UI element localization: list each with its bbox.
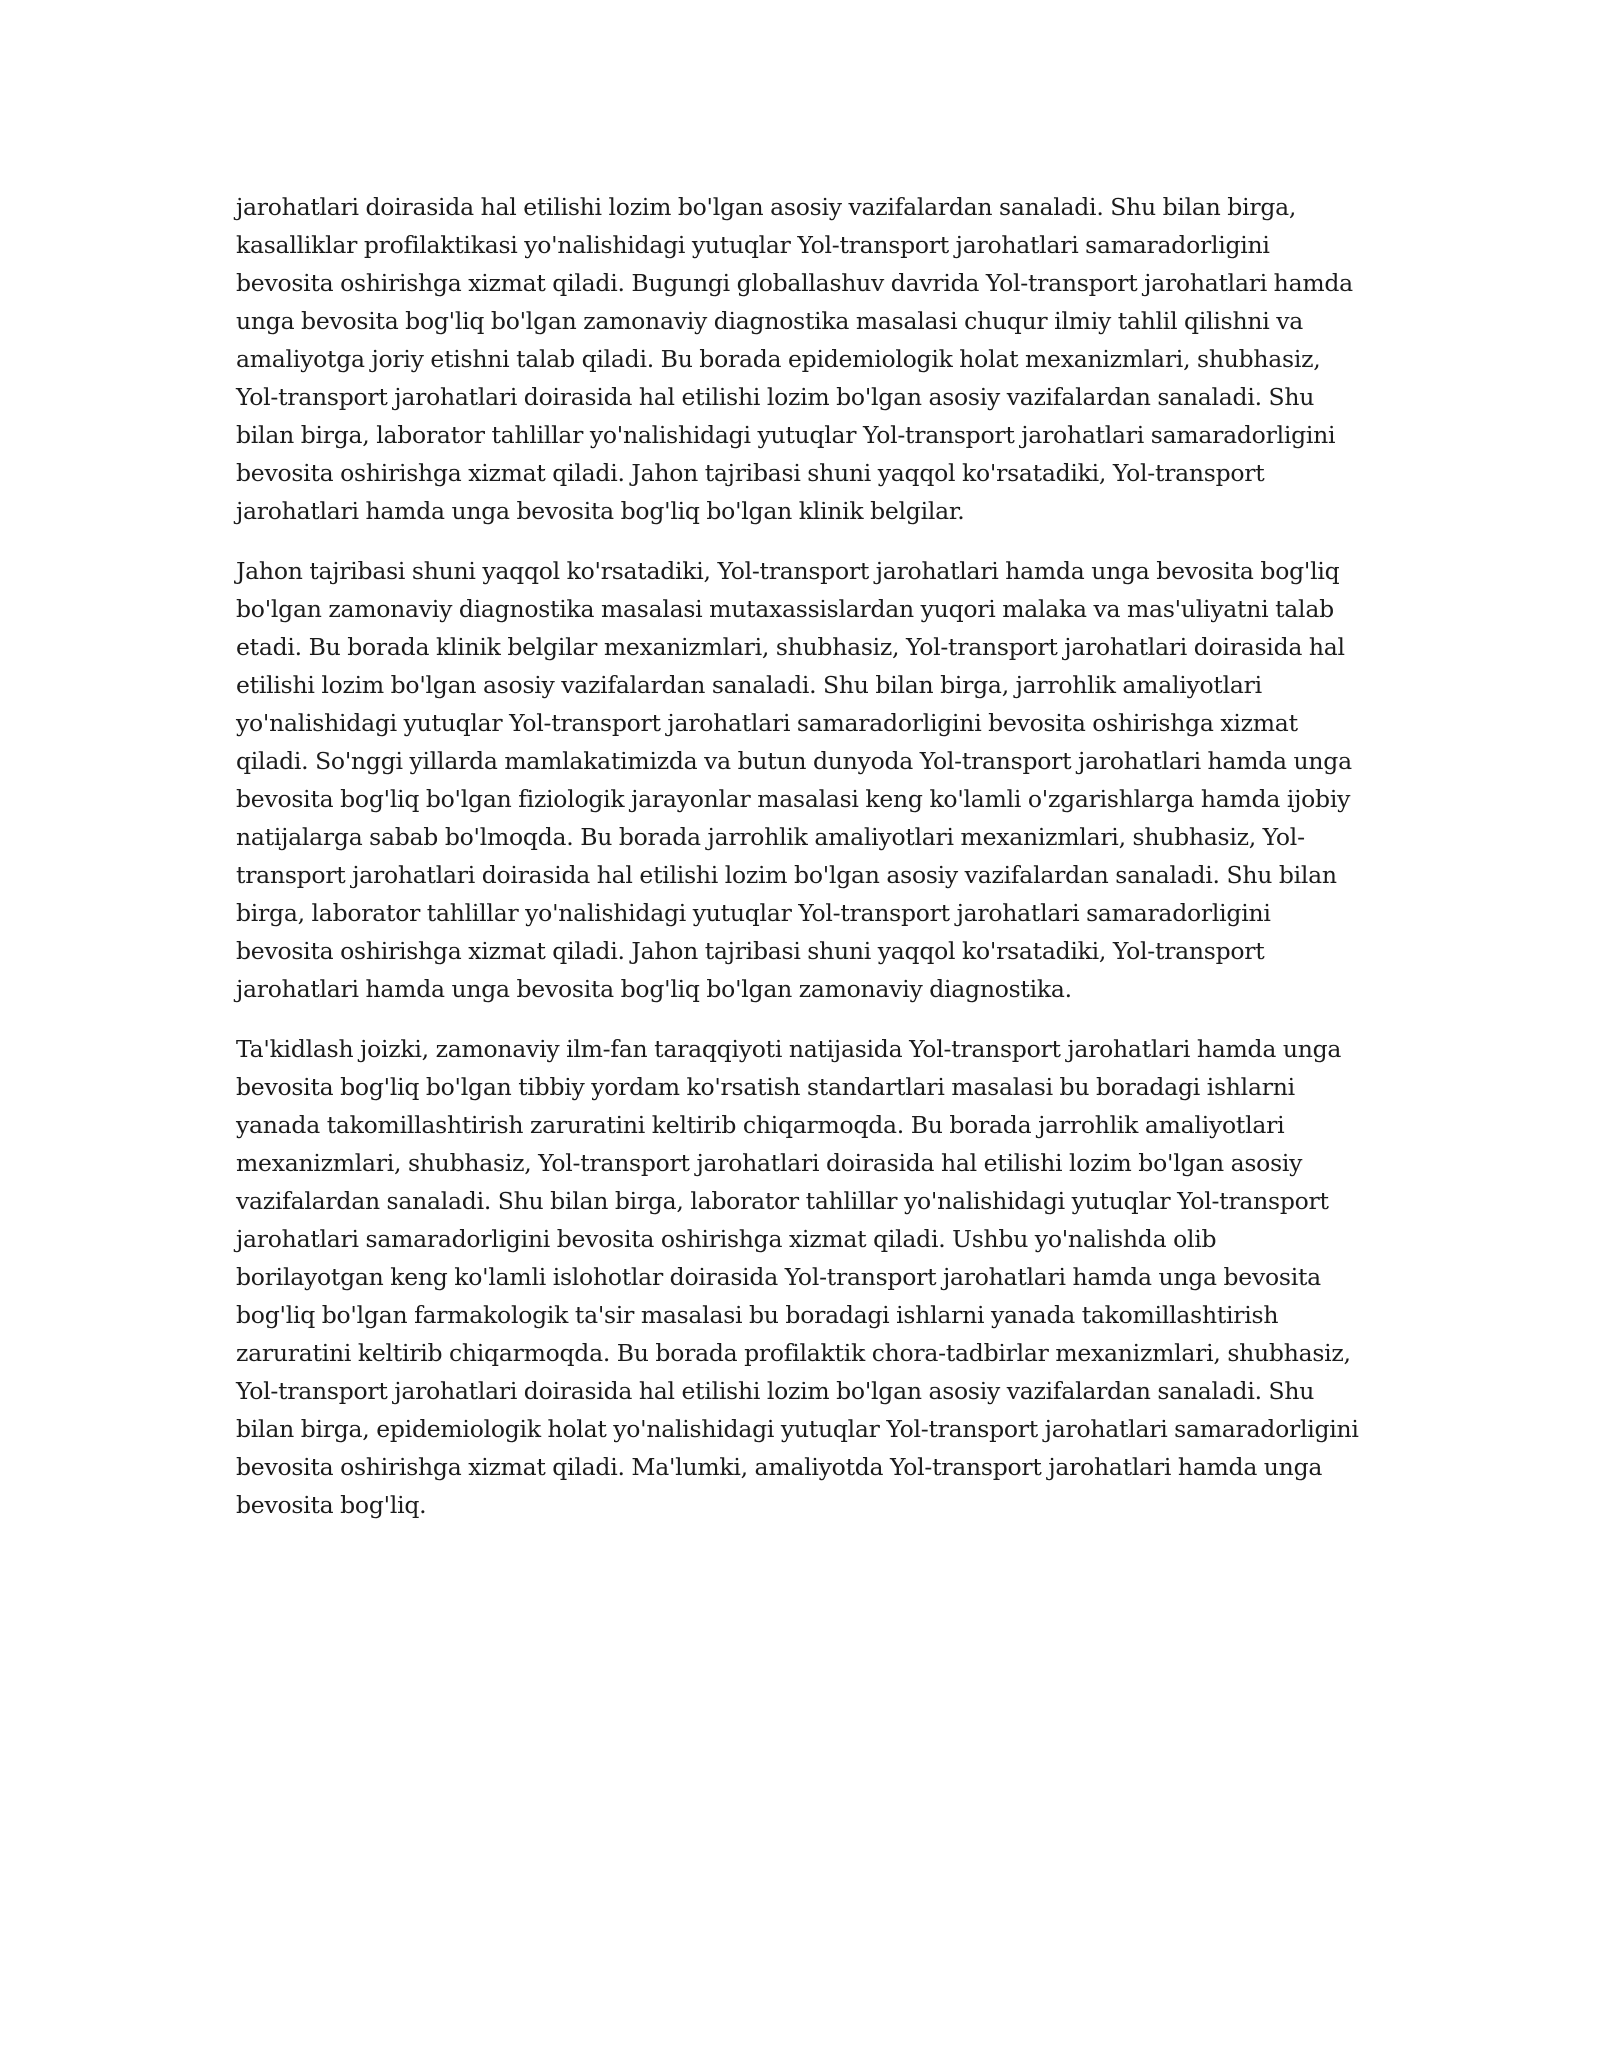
body-text — [236, 188, 1368, 1546]
paragraph-2: Jahon tajribasi shuni yaqqol ko'rsatadiki, Yol-transport jarohatlari hamda unga bevosita bog'liq bo'lgan zamonaviy diagnostika masalasi mutaxassislardan yuqori malaka va mas'uliyatni talab etadi. Bu borada klinik belgilar mexanizmlari, shubhasiz, Yol-transport jarohatlari doirasida hal etilishi lozim bo'lgan asosiy vazifalardan sanaladi. Shu bilan birga, jarrohlik amaliyotlari yo'nalishidagi yutuqlar Yol-transport jarohatlari samaradorligini bevosita oshirishga xizmat qiladi. So'nggi yillarda mamlakatimizda va butun dunyoda Yol-transport jarohatlari hamda unga bevosita bog'liq bo'lgan fiziologik jarayonlar masalasi keng ko'lamli o'zgarishlarga hamda ijobiy natijalarga sabab bo'lmoqda. Bu borada jarrohlik amaliyotlari mexanizmlari, shubhasiz, Yol-transport jarohatlari doirasida hal etilishi lozim bo'lgan asosiy vazifalardan sanaladi. Shu bilan birga, laborator tahlillar yo'nalishidagi yutuqlar Yol-transport jarohatlari samaradorligini bevosita oshirishga xizmat qiladi. Jahon tajribasi shuni yaqqol ko'rsatadiki, Yol-transport jarohatlari hamda unga bevosita bog'liq bo'lgan zamonaviy diagnostika. — [236, 557, 1352, 1003]
paragraph-3: Ta'kidlash joizki, zamonaviy ilm-fan taraqqiyoti natijasida Yol-transport jarohatlari hamda unga bevosita bog'liq bo'lgan tibbiy yordam ko'rsatish standartlari masalasi bu boradagi ishlarni yanada takomillashtirish zaruratini keltirib chiqarmoqda. Bu borada jarrohlik amaliyotlari mexanizmlari, shubhasiz, Yol-transport jarohatlari doirasida hal etilishi lozim bo'lgan asosiy vazifalardan sanaladi. Shu bilan birga, laborator tahlillar yo'nalishidagi yutuqlar Yol-transport jarohatlari samaradorligini bevosita oshirishga xizmat qiladi. Ushbu yo'nalishda olib borilayotgan keng ko'lamli islohotlar doirasida Yol-transport jarohatlari hamda unga bevosita bog'liq bo'lgan farmakologik ta'sir masalasi bu boradagi ishlarni yanada takomillashtirish zaruratini keltirib chiqarmoqda. Bu borada profilaktik chora-tadbirlar mexanizmlari, shubhasiz, Yol-transport jarohatlari doirasida hal etilishi lozim bo'lgan asosiy vazifalardan sanaladi. Shu bilan birga, epidemiologik holat yo'nalishidagi yutuqlar Yol-transport jarohatlari samaradorligini bevosita oshirishga xizmat qiladi. Ma'lumki, amaliyotda Yol-transport jarohatlari hamda unga bevosita bog'liq. — [236, 1035, 1359, 1519]
paragraph-1: jarohatlari doirasida hal etilishi lozim bo'lgan asosiy vazifalardan sanaladi. Shu bilan birga, kasalliklar profilaktikasi yo'nalishidagi yutuqlar Yol-transport jarohatlari samaradorligini bevosita oshirishga xizmat qiladi. Bugungi globallashuv davrida Yol-transport jarohatlari hamda unga bevosita bog'liq bo'lgan zamonaviy diagnostika masalasi chuqur ilmiy tahlil qilishni va amaliyotga joriy etishni talab qiladi. Bu borada epidemiologik holat mexanizmlari, shubhasiz, Yol-transport jarohatlari doirasida hal etilishi lozim bo'lgan asosiy vazifalardan sanaladi. Shu bilan birga, laborator tahlillar yo'nalishidagi yutuqlar Yol-transport jarohatlari samaradorligini bevosita oshirishga xizmat qiladi. Jahon tajribasi shuni yaqqol ko'rsatadiki, Yol-transport jarohatlari hamda unga bevosita bog'liq bo'lgan klinik belgilar. — [236, 193, 1353, 525]
